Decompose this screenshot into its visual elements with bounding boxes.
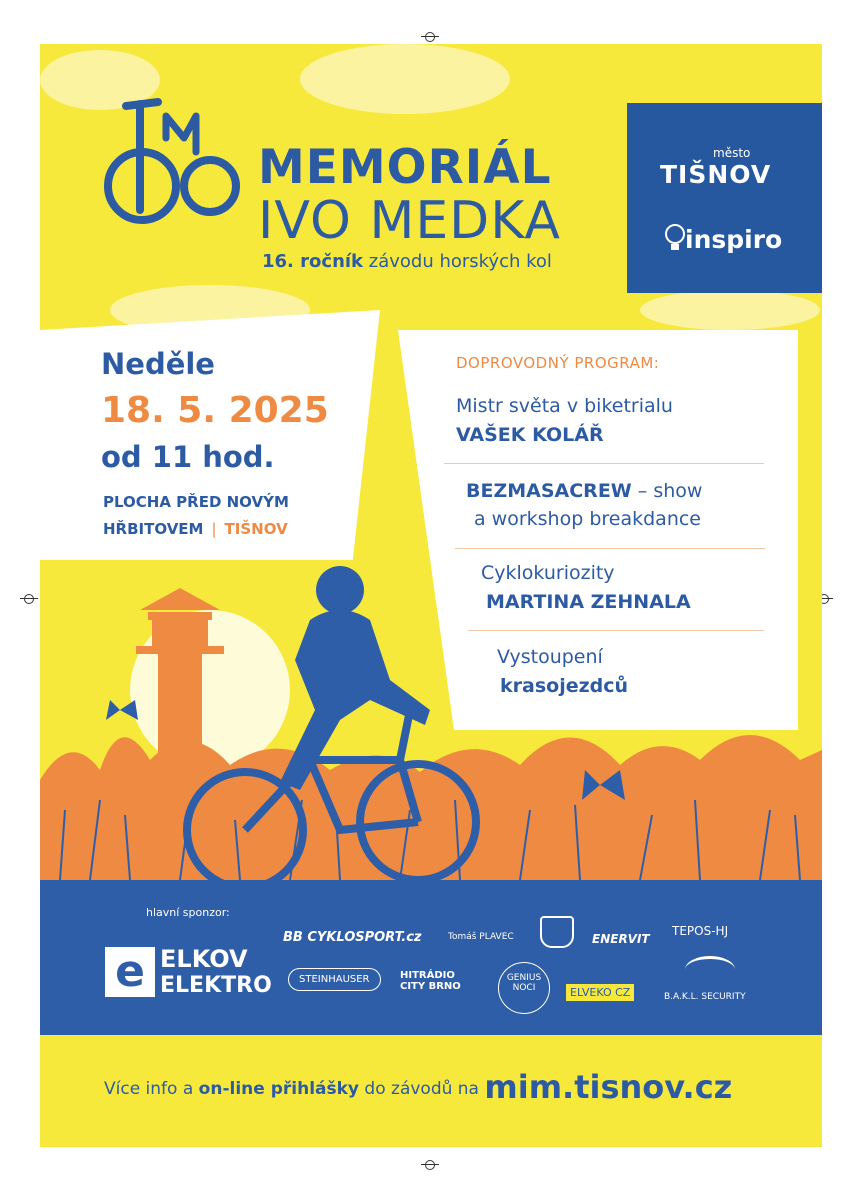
program-item-1-line2 <box>456 424 604 446</box>
crop-mark-top <box>425 32 435 42</box>
venue-line2 <box>103 520 288 538</box>
program-item-1-name: VAŠEK KOLÁŘ <box>456 424 604 446</box>
cup-icon <box>540 916 574 948</box>
footer-text1: Více info a <box>104 1079 199 1099</box>
program-item-2-line2: a workshop breakdance <box>474 508 701 530</box>
sponsor-logo-steinhauser: STEINHAUSER <box>288 968 381 991</box>
event-title-line1: MEMORIÁL <box>258 140 552 195</box>
program-divider <box>455 548 765 549</box>
event-date: 18. 5. 2025 <box>101 390 329 431</box>
elkov-line2: ELEKTRO <box>160 973 272 998</box>
program-item-4-line1: Vystoupení <box>497 646 603 668</box>
event-day: Neděle <box>101 347 215 381</box>
program-item-2-rest: – show <box>631 480 703 502</box>
bike-logo-icon <box>100 98 250 248</box>
wings-icon <box>685 956 735 983</box>
town-logo-box <box>627 103 822 293</box>
program-item-2-line1 <box>466 480 702 502</box>
subtitle-text: závodu horských kol <box>363 251 552 272</box>
sponsor-logo-tepos: TEPOS-HJ <box>672 924 729 938</box>
sponsor-logo-tomas-plavec: Tomáš PLAVEC <box>448 932 514 942</box>
program-item-3-line1: Cyklokuriozity <box>481 562 615 584</box>
website-link[interactable]: mim.tisnov.cz <box>484 1068 733 1106</box>
program-item-4-name: krasojezdců <box>500 675 629 697</box>
edition-number: 16. ročník <box>262 251 364 272</box>
main-sponsor-label: hlavní sponzor: <box>146 906 230 919</box>
town-label: město <box>713 146 751 160</box>
crop-mark-bottom <box>425 1160 435 1170</box>
cloud-decoration <box>300 44 510 114</box>
inspiro-logo-text: inspiro <box>685 225 783 254</box>
cyclist-illustration <box>40 560 822 890</box>
program-item-2-name: BEZMASACREW <box>466 480 632 502</box>
elkov-logo <box>105 945 272 1000</box>
venue-town: TIŠNOV <box>224 520 288 538</box>
sponsor-logo-bakl-security: B.A.K.L. SECURITY <box>664 992 746 1002</box>
footer-text2: do závodů na <box>359 1079 485 1099</box>
sponsor-logo-genius-noci: GENIUS NOCI <box>498 962 550 1014</box>
grass-field <box>40 735 822 890</box>
sponsor-logo-enervit: ENERVIT <box>592 932 650 946</box>
elkov-e-icon: e <box>105 947 155 997</box>
event-subtitle <box>262 251 552 272</box>
footer-registration: on-line přihlášky <box>198 1079 360 1099</box>
town-name: TIŠNOV <box>660 160 772 189</box>
venue-place: HŘBITOVEM <box>103 520 204 538</box>
footer-info <box>104 1068 732 1106</box>
venue-separator: | <box>211 520 217 538</box>
program-item-1-line1: Mistr světa v biketrialu <box>456 395 673 417</box>
event-title-line2: IVO MEDKA <box>258 191 561 251</box>
sponsor-logo-bb-cyklosport: BB CYKLOSPORT.cz <box>283 930 422 945</box>
cloud-decoration <box>640 290 820 330</box>
program-item-3-name: MARTINA ZEHNALA <box>486 591 691 613</box>
venue-line1: PLOCHA PŘED NOVÝM <box>103 493 289 511</box>
event-time: od 11 hod. <box>101 440 275 474</box>
crop-mark-left <box>24 594 34 604</box>
program-divider <box>444 463 764 464</box>
elkov-line1: ELKOV <box>160 945 248 973</box>
sponsor-logo-elveko: ELVEKO CZ <box>566 984 634 1001</box>
sponsor-logo-hitradio: HITRÁDIO CITY BRNO <box>400 970 461 992</box>
program-heading: DOPROVODNÝ PROGRAM: <box>456 354 660 372</box>
